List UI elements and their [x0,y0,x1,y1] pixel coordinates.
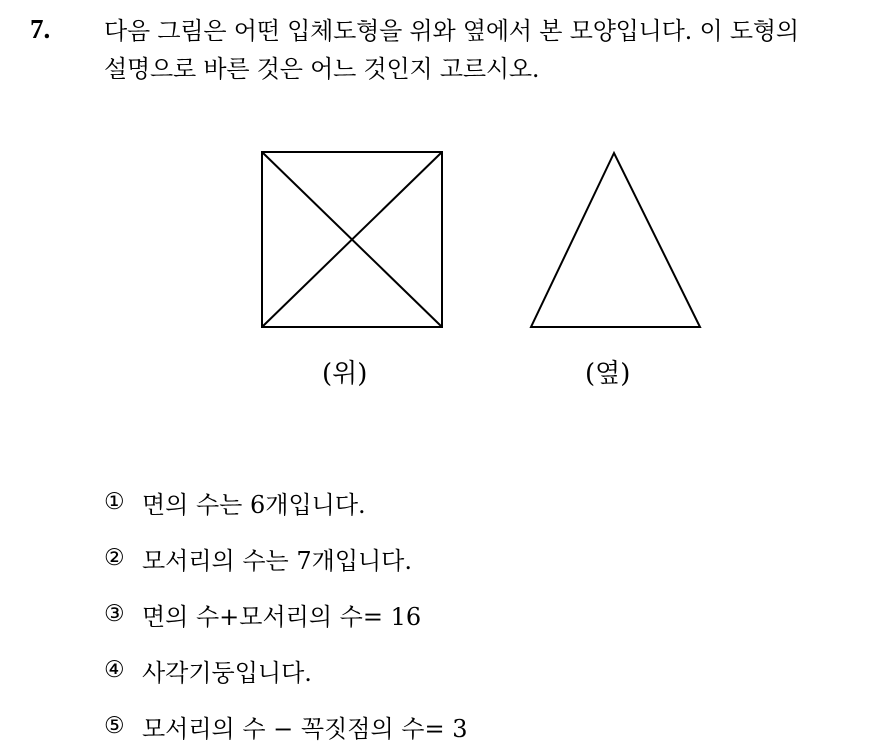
choice-1[interactable] [104,474,864,530]
top-view-diagonal-2 [262,152,442,327]
question-number: 7. [30,14,51,44]
choice-2[interactable] [104,530,864,586]
choice-3[interactable] [104,586,864,642]
choice-5-text: 모서리의 수 − 꼭짓점의 수= 3 [142,714,468,743]
question-text-line-1: 다음 그림은 어떤 입체도형을 위와 옆에서 본 모양입니다. 이 도형의 [104,17,799,45]
side-view-triangle-outline [531,153,700,327]
question-text-line-2: 설명으로 바른 것은 어느 것인지 고르시오. [104,55,540,83]
top-view-caption: (위) [322,359,368,389]
choice-2-text: 모서리의 수는 7개입니다. [142,546,412,575]
choice-5[interactable] [104,698,864,754]
top-view-diagonal-1 [262,152,442,327]
answer-choices [104,474,864,754]
top-view-square-outline [262,152,442,327]
choice-1-mark: ① [104,489,125,515]
choice-1-text: 면의 수는 6개입니다. [142,490,366,519]
side-view-triangle [531,153,700,327]
choice-3-text: 면의 수+모서리의 수= 16 [142,602,422,631]
top-view-square [262,152,442,327]
question-text [104,12,874,88]
choice-4-mark: ④ [104,657,125,683]
choice-5-mark: ⑤ [104,713,125,739]
side-view-caption: (옆) [585,359,631,389]
choice-3-mark: ③ [104,601,125,627]
choice-2-mark: ② [104,545,125,571]
choice-4[interactable] [104,642,864,698]
choice-4-text: 사각기둥입니다. [142,658,312,687]
